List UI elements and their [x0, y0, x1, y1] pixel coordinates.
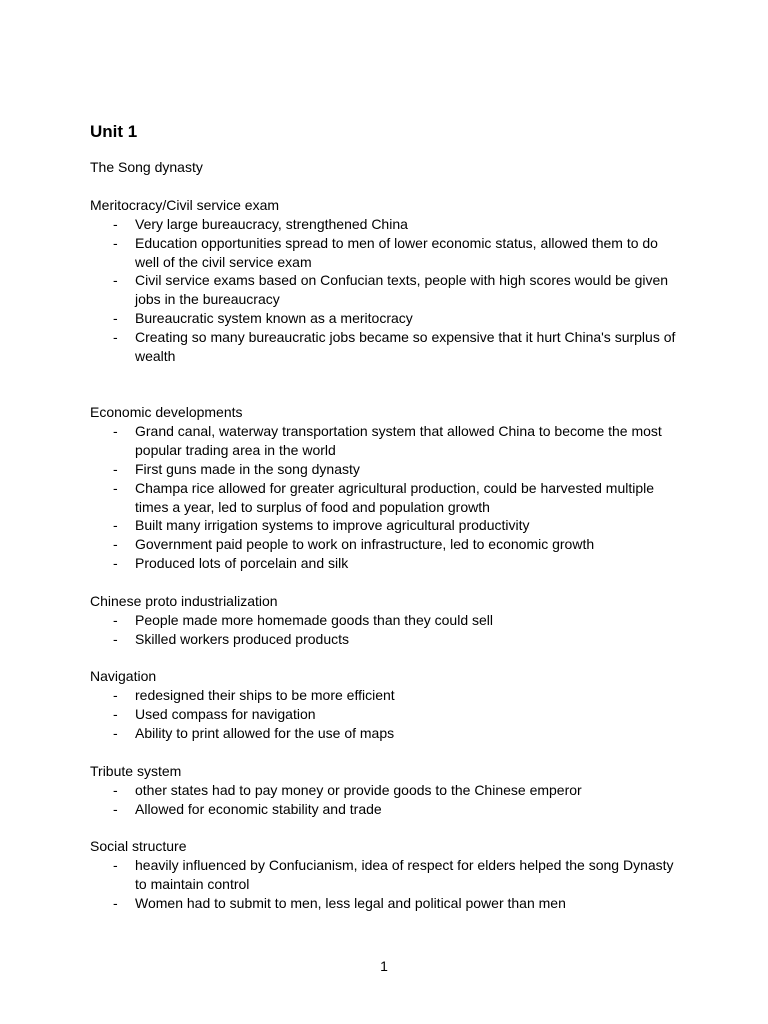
section-heading: Economic developments [90, 404, 243, 421]
section-meritocracy [90, 196, 680, 365]
bullet-list [90, 215, 680, 365]
section-navigation [90, 667, 680, 742]
bullet-text: Skilled workers produced products [135, 630, 349, 647]
document-body [90, 120, 680, 932]
bullet-item [90, 271, 680, 309]
bullet-item [90, 234, 680, 272]
section-heading: Chinese proto industrialization [90, 592, 278, 609]
bullet-marker: - [113, 328, 118, 345]
bullet-item [90, 856, 680, 894]
bullet-marker: - [113, 687, 118, 704]
bullet-item [90, 328, 680, 366]
bullet-text: Government paid people to work on infrastructure, led to economic growth [135, 536, 595, 553]
bullet-text: heavily influenced by Confucianism, idea of respect for elders helped the song Dynasty to maintain control [135, 857, 674, 893]
bullet-marker: - [113, 630, 118, 647]
bullet-marker: - [113, 272, 118, 289]
bullet-marker: - [113, 234, 118, 251]
bullet-marker: - [113, 517, 118, 534]
bullet-text: First guns made in the song dynasty [135, 460, 360, 477]
bullet-text: Bureaucratic system known as a meritocracy [135, 309, 413, 326]
bullet-text: People made more homemade goods than they could sell [135, 611, 493, 628]
bullet-item [90, 705, 680, 724]
bullet-list [90, 611, 680, 649]
bullet-item [90, 516, 680, 535]
section-heading: Meritocracy/Civil service exam [90, 197, 280, 213]
bullet-marker: - [113, 460, 118, 477]
bullet-text: Produced lots of porcelain and silk [135, 554, 349, 571]
bullet-marker: - [113, 706, 118, 723]
bullet-list [90, 686, 680, 742]
section-heading: Navigation [90, 668, 157, 685]
bullet-text: Built many irrigation systems to improve agricultural productivity [135, 517, 530, 534]
bullet-marker: - [113, 800, 118, 817]
bullet-marker: - [113, 724, 118, 741]
bullet-marker: - [113, 857, 118, 874]
bullet-item [90, 535, 680, 554]
bullet-marker: - [113, 894, 118, 911]
bullet-marker: - [113, 536, 118, 553]
section-social-structure [90, 837, 680, 912]
section-heading: Tribute system [90, 762, 182, 779]
bullet-item [90, 554, 680, 573]
section-heading: Social structure [90, 838, 187, 855]
bullet-item [90, 724, 680, 743]
bullet-item [90, 611, 680, 630]
bullet-item [90, 215, 680, 234]
section-proto-industrialization [90, 592, 680, 649]
bullet-marker: - [113, 309, 118, 326]
document-subtitle: The Song dynasty [90, 159, 203, 175]
document-title: Unit 1 [90, 122, 138, 141]
bullet-item [90, 800, 680, 819]
bullet-item [90, 686, 680, 705]
bullet-text: other states had to pay money or provide goods to the Chinese emperor [135, 781, 582, 798]
bullet-text: Civil service exams based on Confucian texts, people with high scores would be given jobs in the bureaucracy [135, 272, 669, 308]
bullet-marker: - [113, 216, 118, 232]
bullet-text: Very large bureaucracy, strengthened China [135, 216, 408, 232]
bullet-list [90, 856, 680, 912]
bullet-marker: - [113, 781, 118, 798]
bullet-item [90, 309, 680, 328]
bullet-item [90, 422, 680, 460]
bullet-marker: - [113, 611, 118, 628]
bullet-text: redesigned their ships to be more efficient [135, 687, 395, 704]
bullet-text: Ability to print allowed for the use of maps [135, 724, 395, 741]
bullet-item [90, 630, 680, 649]
bullet-text: Education opportunities spread to men of lower economic status, allowed them to do well of the civil service exam [135, 234, 658, 270]
bullet-list [90, 422, 680, 572]
bullet-item [90, 460, 680, 479]
bullet-marker: - [113, 554, 118, 571]
bullet-marker: - [113, 423, 118, 440]
bullet-text: Used compass for navigation [135, 706, 316, 723]
bullet-text: Creating so many bureaucratic jobs became so expensive that it hurt China's surplus of wealth [135, 328, 676, 364]
bullet-item [90, 781, 680, 800]
bullet-item [90, 479, 680, 517]
bullet-text: Women had to submit to men, less legal and political power than men [135, 894, 566, 911]
bullet-text: Grand canal, waterway transportation system that allowed China to become the most popular trading area in the world [135, 423, 662, 459]
section-economic-developments [90, 403, 680, 572]
page-number: 1 [380, 958, 388, 974]
bullet-marker: - [113, 479, 118, 496]
bullet-list [90, 781, 680, 819]
bullet-text: Allowed for economic stability and trade [135, 800, 382, 817]
bullet-text: Champa rice allowed for greater agricultural production, could be harvested multiple times a year, led to surplus of food and population growth [135, 479, 655, 515]
section-tribute-system [90, 762, 680, 819]
bullet-item [90, 894, 680, 913]
